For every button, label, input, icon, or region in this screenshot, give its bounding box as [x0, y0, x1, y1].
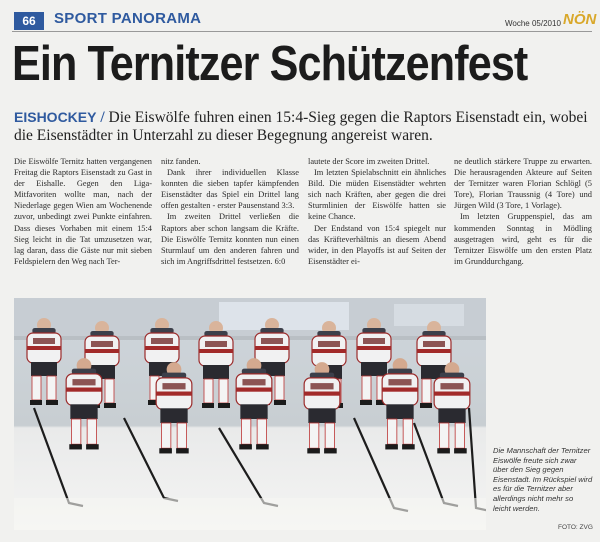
publication-logo: NÖN [563, 11, 597, 28]
paragraph: Die Eiswölfe Ternitz hatten vergangenen Freitag die Raptors Eisenstadt zu Gast in der Eishalle. Gegen den Liga-Mitfavoriten wollte man, nach der Niederlage gegen Wien am Wochenende zuvor, unbedingt zwei Punkte einfahren. Dass dieses Vorhaben mit einem 15:4 Sieg leicht in die Tat umzusetzen war, lag daran, dass die Gäste nur mit sieben Feldspielern den Weg nach Ter- [14, 157, 152, 266]
paragraph: Im letzten Spielabschnitt ein ähnliches Bild. Die müden Eisenstädter wehrten sich nach Kräften, aber gegen die drei Sturmlinien der Eiswölfe hatten sie keine Chance. [308, 168, 446, 222]
paragraph: Dank ihrer individuellen Klasse konnten die sieben tapfer kämpfenden Eisenstädter das Spiel ein Drittel lang offen gestalten - erster Pausenstand 3:3. [161, 168, 299, 211]
team-photo-illustration [14, 298, 486, 530]
paragraph: Im zweiten Drittel verließen die Raptors aber schon langsam die Kräfte. Die Eiswölfe Ternitz konnten nun einen Sturmlauf um den anderen fahren und sich im Angriffsdrittel festsetzen. 6:0 [161, 212, 299, 266]
paragraph: ne deutlich stärkere Truppe zu erwarten. Die herausragenden Akteure auf Seiten der Ternitzer waren Florian Schlögl (5 Tore), Florian Traussnig (4 Tore) und Jürgen Wild (3 Tore, 1 Vorlage). [454, 157, 592, 211]
lead-text: Die Eiswölfe fuhren einen 15:4-Sieg gegen die Raptors Eisenstadt ein, wobei die Eisenstädter in Unterzahl zu dieser Begegnung angereist waren. [14, 109, 588, 144]
team-photo [14, 298, 486, 530]
body-column-2 [161, 156, 299, 267]
paragraph: lautete der Score im zweiten Drittel. [308, 157, 430, 166]
paragraph: Der Endstand von 15:4 spiegelt nur das Kräfteverhältnis an diesem Abend wider, in den Playoffs ist auf Seiten der Eisenstädter ei- [308, 223, 446, 266]
body-column-4 [454, 156, 592, 267]
player-figure [382, 358, 418, 449]
page-number: 66 [14, 12, 44, 30]
article-body [14, 156, 592, 296]
issue-label: Woche 05/2010 [505, 19, 561, 28]
photo-credit: FOTO: ZVG [558, 524, 593, 531]
lead-separator: / [100, 109, 105, 126]
article-headline: Ein Ternitzer Schützenfest [12, 37, 528, 91]
paragraph: Im letzten Gruppenspiel, das am kommenden Sonntag in Mödling ausgetragen wird, geht es für die Ternitzer Eiswölfe um den ersten Platz im Grunddurchgang. [454, 212, 592, 266]
hockey-stick [469, 408, 486, 511]
section-title: SPORT PANORAMA [54, 10, 202, 27]
page-header [0, 0, 600, 34]
photo-caption: Die Mannschaft der Ternitzer Eiswölfe freute sich zwar über den Sieg gegen Eisenstadt. Im Rückspiel wird es für die Ternitzer aber allerdings nicht mehr so leicht werden. [493, 446, 593, 513]
hockey-stick [354, 418, 408, 511]
paragraph: nitz fanden. [161, 157, 201, 166]
body-column-1 [14, 156, 152, 267]
lead-kicker: EISHOCKEY [14, 109, 97, 125]
body-column-3 [308, 156, 446, 267]
article-lead [14, 108, 592, 145]
hockey-stick [414, 423, 458, 506]
header-divider [12, 31, 592, 32]
